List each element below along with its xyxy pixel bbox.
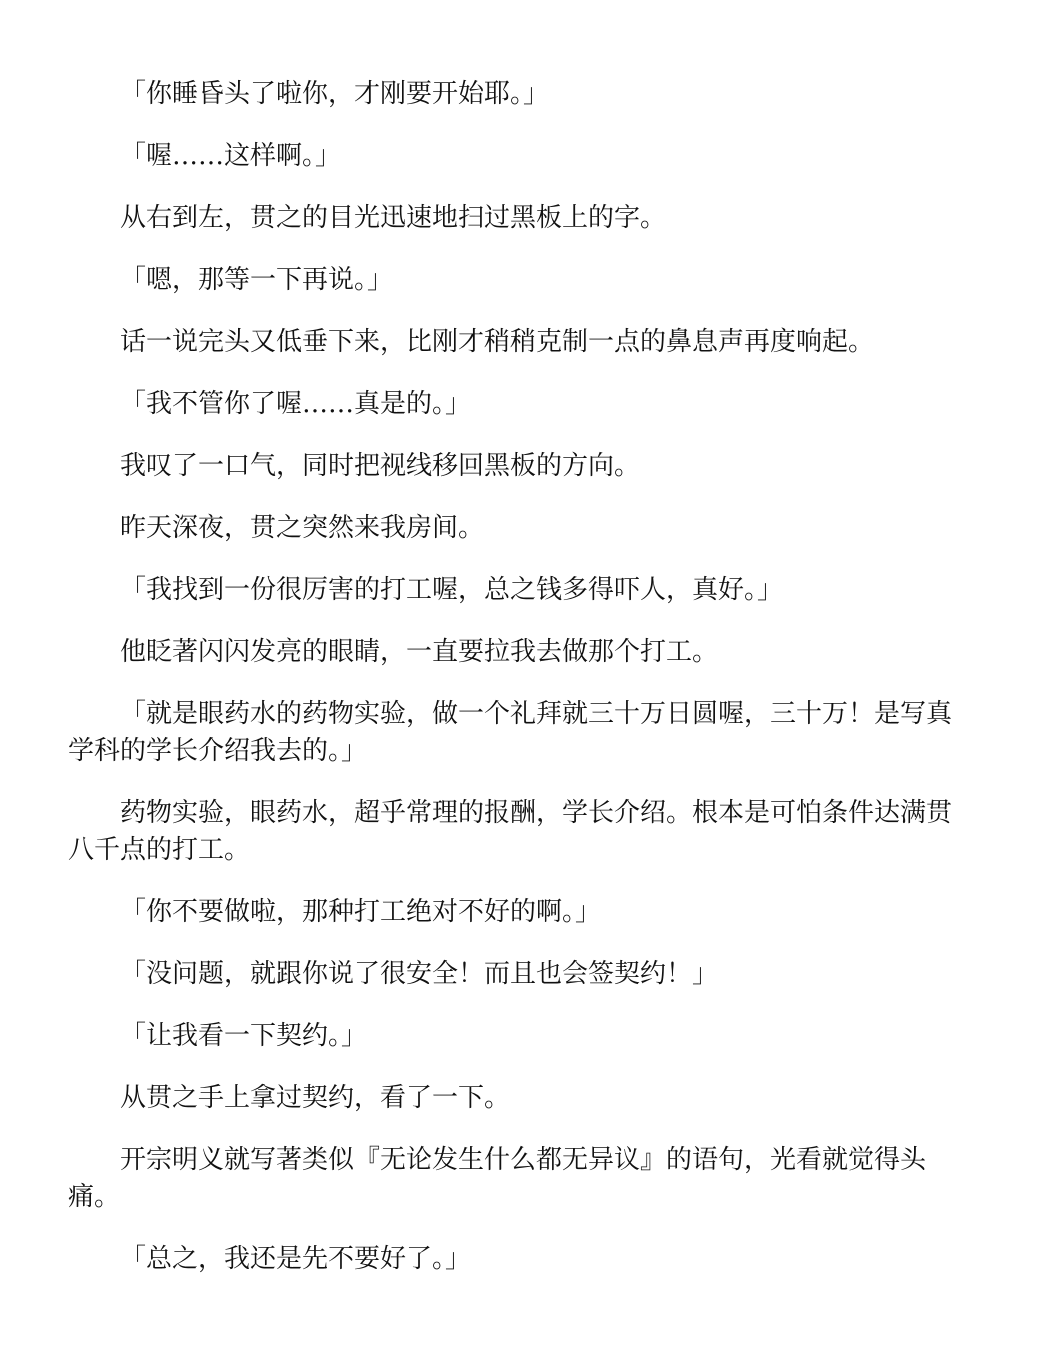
paragraph-9: 「我找到一份很厉害的打工喔，总之钱多得吓人，真好。」 <box>120 575 784 605</box>
paragraph-12: 药物实验，眼药水，超乎常理的报酬，学长介绍。根本是可怕条件达满贯八千点的打工。 <box>68 798 953 865</box>
paragraph-14: 「没问题，就跟你说了很安全！而且也会签契约！」 <box>120 959 719 989</box>
paragraph-3: 从右到左，贯之的目光迅速地扫过黑板上的字。 <box>120 203 667 233</box>
paragraph-8: 昨天深夜，贯之突然来我房间。 <box>120 513 485 543</box>
paragraph-4: 「嗯，那等一下再说。」 <box>120 265 394 295</box>
paragraph-11: 「就是眼药水的药物实验，做一个礼拜就三十万日圆喔，三十万！是写真学科的学长介绍我去的。」 <box>68 699 953 766</box>
paragraph-17: 开宗明义就写著类似『无论发生什么都无异议』的语句，光看就觉得头痛。 <box>68 1145 927 1212</box>
paragraph-1: 「你睡昏头了啦你，才刚要开始耶。」 <box>120 79 550 109</box>
paragraph-16: 从贯之手上拿过契约，看了一下。 <box>120 1083 511 1113</box>
paragraph-15: 「让我看一下契约。」 <box>120 1021 368 1051</box>
paragraph-2: 「喔……这样啊。」 <box>120 141 342 171</box>
paragraph-13: 「你不要做啦，那种打工绝对不好的啊。」 <box>120 897 602 927</box>
paragraph-7: 我叹了一口气，同时把视线移回黑板的方向。 <box>120 451 641 481</box>
paragraph-10: 他眨著闪闪发亮的眼睛，一直要拉我去做那个打工。 <box>120 637 719 667</box>
paragraph-18: 「总之，我还是先不要好了。」 <box>120 1244 472 1274</box>
paragraph-5: 话一说完头又低垂下来，比刚才稍稍克制一点的鼻息声再度响起。 <box>120 327 875 357</box>
paragraph-6: 「我不管你了喔……真是的。」 <box>120 389 472 419</box>
